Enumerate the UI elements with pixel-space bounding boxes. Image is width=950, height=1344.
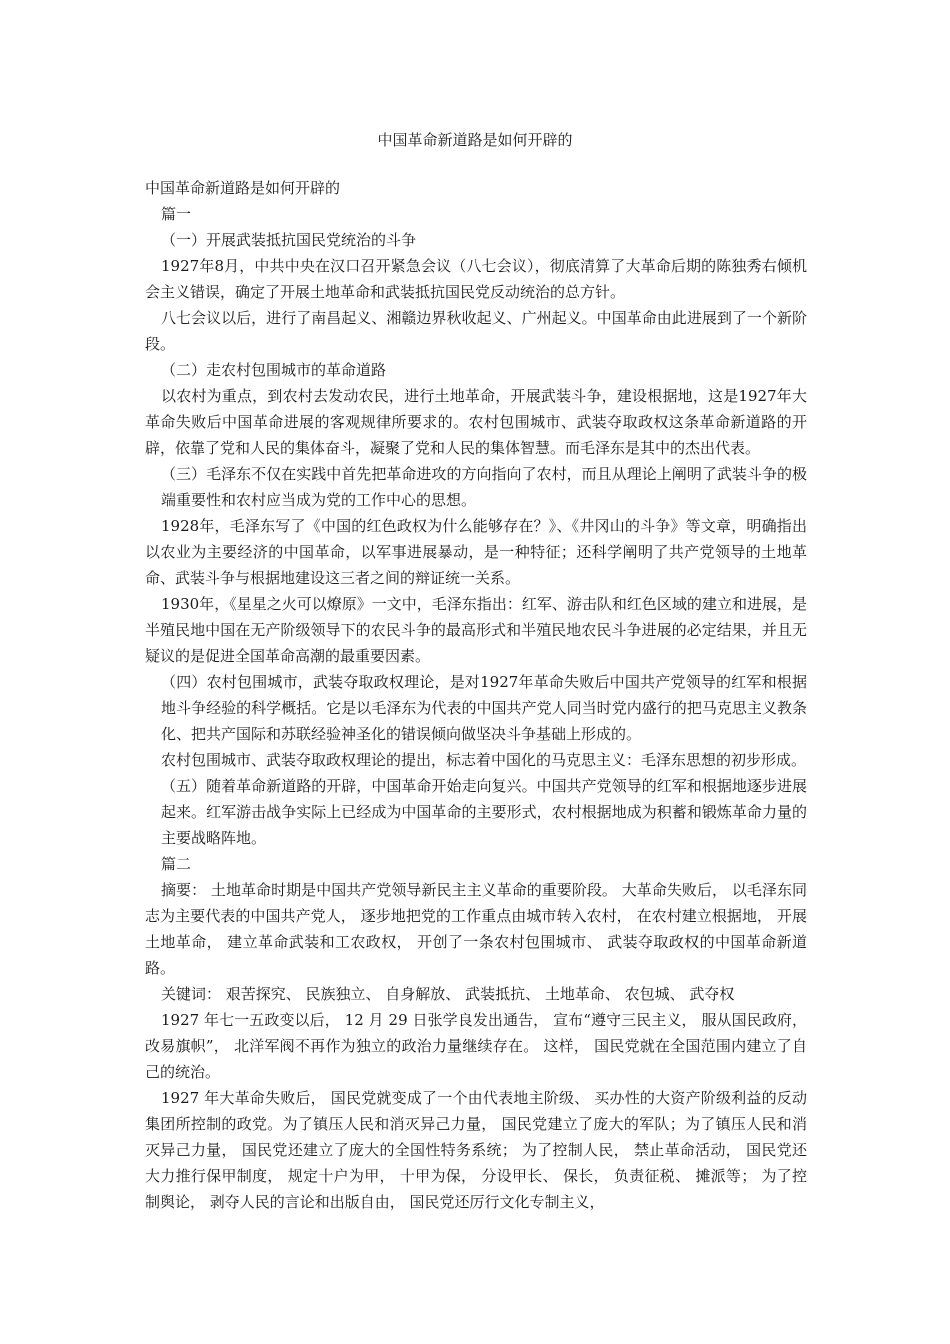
document-subtitle: 中国革命新道路是如何开辟的 bbox=[145, 179, 341, 197]
paragraph: 以农村为重点，到农村去发动农民，进行土地革命，开展武装斗争，建设根据地，这是1927年大革命失败后中国革命进展的客观规律所要求的。农村包围城市、武装夺取政权这条革命新道路的开辟，依靠了党和人民的集体奋斗，凝聚了党和人民的集体智慧。而毛泽东是其中的杰出代表。 bbox=[145, 387, 807, 457]
part-two-label: 篇二 bbox=[161, 855, 192, 873]
paragraph: 1930年，《星星之火可以燎原》一文中，毛泽东指出：红军、游击队和红色区域的建立和进展，是半殖民地中国在无产阶级领导下的农民斗争的最高形式和半殖民地农民斗争进展的必定结果，并且无疑议的是促进全国革命高潮的最重要因素。 bbox=[145, 595, 807, 665]
paragraph: 1927 年大革命失败后， 国民党就变成了一个由代表地主阶级、 买办性的大资产阶级利益的反动集团所控制的政党。为了镇压人民和消灭异己力量， 国民党建立了庞大的军队；为了镇压人民和消灭异己力量， 国民党还建立了庞大的全国性特务系统； 为了控制人民， 禁止革命活动， 国民党还大力推行保甲制度， 规定十户为甲， 十甲为保， 分设甲长、 保长， 负责征税、 摊派等； 为了控制舆论， 剥夺人民的言论和出版自由， 国民党还厉行文化专制主义， bbox=[145, 1089, 807, 1211]
section-heading-1: （一）开展武装抵抗国民党统治的斗争 bbox=[161, 231, 417, 249]
paragraph: 1928年，毛泽东写了《中国的红色政权为什么能够存在？》、《井冈山的斗争》等文章，明确指出以农业为主要经济的中国革命，以军事进展暴动，是一种特征；还科学阐明了共产党领导的土地革命、武装斗争与根据地建设这三者之间的辩证统一关系。 bbox=[145, 517, 807, 587]
keywords: 关键词： 艰苦探究、 民族独立、 自身解放、 武装抵抗、 土地革命、 农包城、 武夺权 bbox=[161, 985, 735, 1003]
abstract: 摘要： 土地革命时期是中国共产党领导新民主主义革命的重要阶段。 大革命失败后， 以毛泽东同志为主要代表的中国共产党人， 逐步地把党的工作重点由城市转入农村， 在农村建立根据地， 开展土地革命， 建立革命武装和工农政权， 开创了一条农村包围城市、 武装夺取政权的中国革命新道路。 bbox=[145, 881, 807, 977]
paragraph: 1927 年七一五政变以后， 12 月 29 日张学良发出通告， 宣布“遵守三民主义， 服从国民政府， 改易旗帜”， 北洋军阀不再作为独立的政治力量继续存在。 这样， 国民党就在全国范围内建立了自己的统治。 bbox=[145, 1011, 807, 1081]
section-heading-3: （三）毛泽东不仅在实践中首先把革命进攻的方向指向了农村，而且从理论上阐明了武装斗争的极端重要性和农村应当成为党的工作中心的思想。 bbox=[161, 465, 807, 509]
part-one-label: 篇一 bbox=[161, 205, 192, 223]
section-heading-5: （五）随着革命新道路的开辟，中国革命开始走向复兴。中国共产党领导的红军和根据地逐步进展起来。红军游击战争实际上已经成为中国革命的主要形式，农村根据地成为积蓄和锻炼革命力量的主要战略阵地。 bbox=[161, 777, 807, 847]
paragraph: 1927年8月，中共中央在汉口召开紧急会议（八七会议），彻底清算了大革命后期的陈独秀右倾机会主义错误，确定了开展土地革命和武装抵抗国民党反动统治的总方针。 bbox=[145, 257, 807, 301]
paragraph: 八七会议以后，进行了南昌起义、湘赣边界秋收起义、广州起义。中国革命由此进展到了一个新阶段。 bbox=[145, 309, 807, 353]
document-title: 中国革命新道路是如何开辟的 bbox=[377, 131, 573, 149]
section-heading-4: （四）农村包围城市，武装夺取政权理论，是对1927年革命失败后中国共产党领导的红军和根据地斗争经验的科学概括。它是以毛泽东为代表的中国共产党人同当时党内盛行的把马克思主义教条化、把共产国际和苏联经验神圣化的错误倾向做坚决斗争基础上形成的。 bbox=[161, 673, 807, 743]
section-heading-2: （二）走农村包围城市的革命道路 bbox=[161, 361, 387, 379]
paragraph: 农村包围城市、武装夺取政权理论的提出，标志着中国化的马克思主义：毛泽东思想的初步形成。 bbox=[161, 751, 807, 769]
document-body bbox=[145, 175, 807, 1215]
